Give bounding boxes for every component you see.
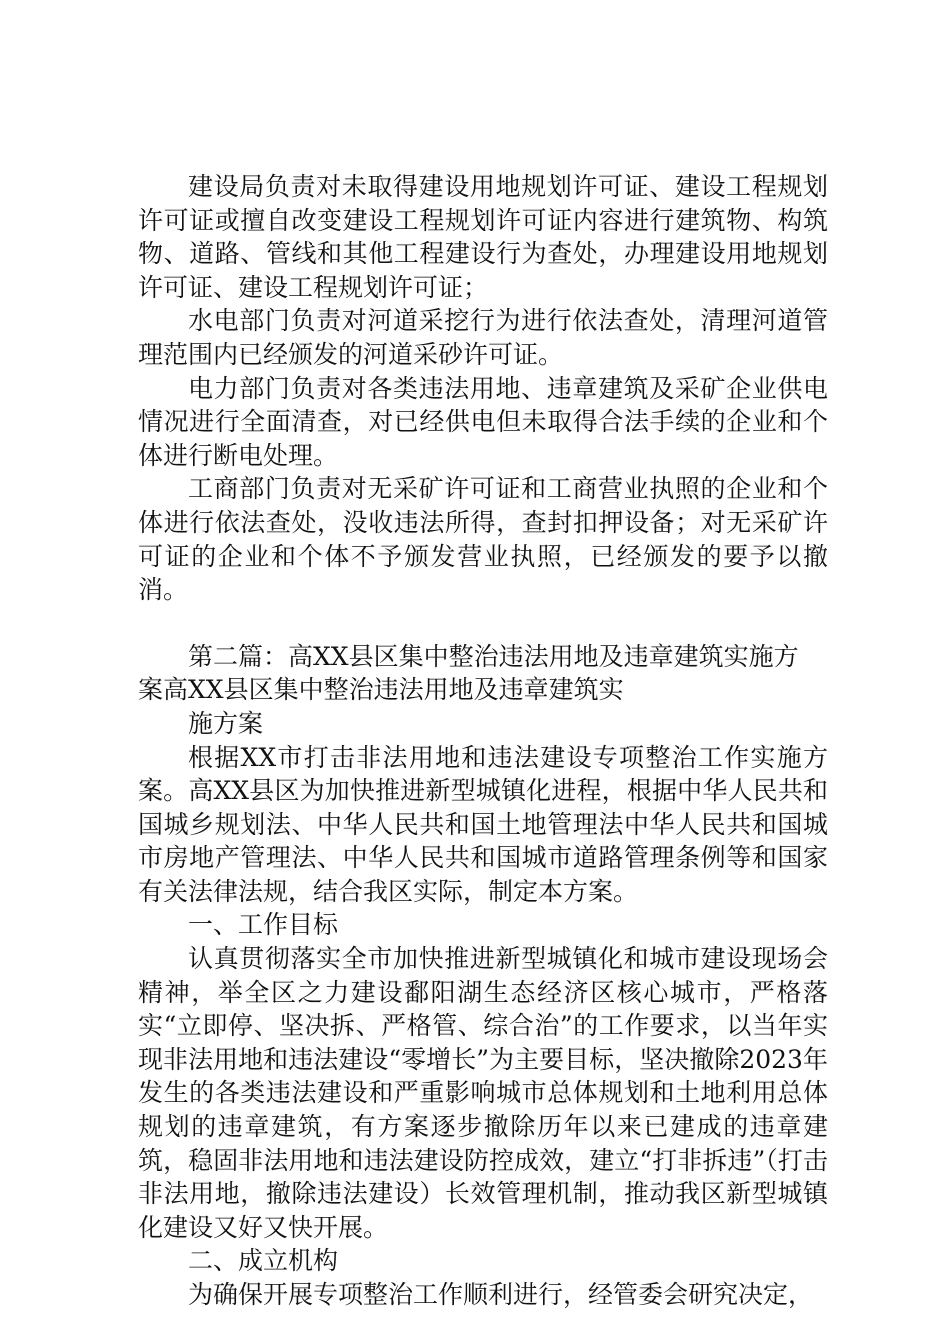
paragraph-construction-bureau: 建设局负责对未取得建设用地规划许可证、建设工程规划许可证或擅自改变建设工程规划许可证内容进行建筑物、构筑物、道路、管线和其他工程建设行为查处，办理建设用地规划许可证、建设工程规划许可证； [138, 172, 828, 302]
chapter-title-line-3: 施方案 [188, 708, 264, 738]
paragraph-water-department: 水电部门负责对河道采挖行为进行依法查处，清理河道管理范围内已经颁发的河道采砂许可证。 [138, 306, 828, 369]
paragraph-intro: 根据XX市打击非法用地和违法建设专项整治工作实施方案。高XX县区为加快推进新型城镇化进程，根据中华人民共和国城乡规划法、中华人民共和国土地管理法中华人民共和国城市房地产管理法、中华人民共和国城市道路管理条例等和国家有关法律法规，结合我区实际，制定本方案。 [138, 742, 828, 906]
section-heading-organization: 二、成立机构 [188, 1246, 339, 1276]
section-heading-work-goal: 一、工作目标 [188, 910, 339, 940]
chapter-title-line-1: 第二篇：高XX县区集中整治违法用地及违章建筑实施方 [188, 641, 799, 671]
chapter-title [138, 640, 828, 741]
paragraph-organization: 为确保开展专项整治工作顺利进行，经管委会研究决定， [188, 1280, 814, 1309]
paragraph-power-department: 电力部门负责对各类违法用地、违章建筑及采矿企业供电情况进行全面清查，对已经供电但未取得合法手续的企业和个体进行断电处理。 [138, 373, 828, 470]
chapter-title-line-2: 案高XX县区集中整治违法用地及违章建筑实 [138, 675, 624, 705]
paragraph-work-goal: 认真贯彻落实全市加快推进新型城镇化和城市建设现场会精神，举全区之力建设鄱阳湖生态经济区核心城市，严格落实“立即停、坚决拆、严格管、综合治”的工作要求，以当年实现非法用地和违法建设“零增长”为主要目标，坚决撤除2023年发生的各类违法建设和严重影响城市总体规划和土地利用总体规划的违章建筑，有方案逐步撤除历年以来已建成的违章建筑，稳固非法用地和违法建设防控成效，建立“打非拆违”（打击非法用地，撤除违法建设）长效管理机制，推动我区新型城镇化建设又好又快开展。 [138, 944, 828, 1242]
document-body [138, 170, 828, 1312]
paragraph-commerce-department: 工商部门负责对无采矿许可证和工商营业执照的企业和个体进行依法查处，没收违法所得，查封扣押设备；对无采矿许可证的企业和个体不予颁发营业执照，已经颁发的要予以撤消。 [138, 474, 828, 605]
